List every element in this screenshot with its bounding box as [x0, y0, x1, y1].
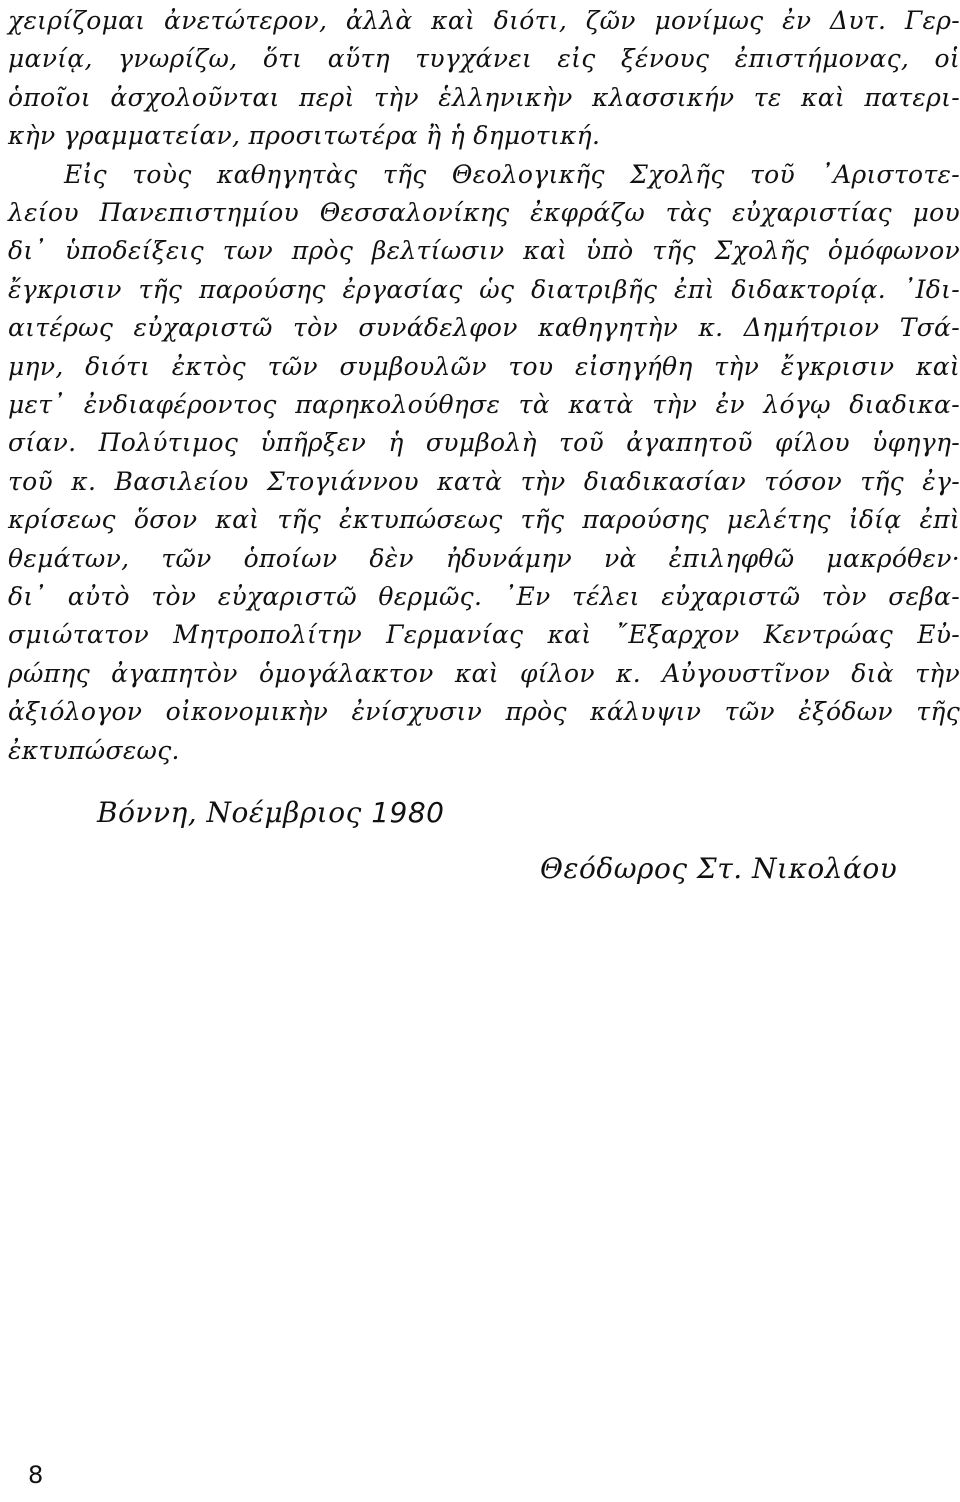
place-date: [97, 796, 444, 829]
page-number: 8: [28, 1461, 44, 1489]
text-line: σίαν. Πολύτιμος ὑπῆρξεν ἡ συμβολὴ τοῦ ἀγαπητοῦ φίλου ὑφηγη-: [8, 428, 960, 458]
text-line: ὁποῖοι ἀσχολοῦνται περὶ τὴν ἑλληνικὴν κλασσικήν τε καὶ πατερι-: [8, 82, 960, 112]
text-line: λείου Πανεπιστημίου Θεσσαλονίκης ἐκφράζω τὰς εὐχαριστίας μου: [8, 198, 960, 227]
text-line: μετ᾿ ἐνδιαφέροντος παρηκολούθησε τὰ κατὰ τὴν ἐν λόγῳ διαδικα-: [8, 390, 960, 419]
text-line: ἔγκρισιν τῆς παρούσης ἐργασίας ὡς διατριβῆς ἐπὶ διδακτορίᾳ. ᾿Ιδι-: [8, 274, 960, 304]
text-line: κρίσεως ὅσον καὶ τῆς ἐκτυπώσεως τῆς παρούσης μελέτης ἰδίᾳ ἐπὶ: [8, 505, 960, 535]
paragraph-first-line: Εἰς τοὺς καθηγητὰς τῆς Θεολογικῆς Σχολῆς τοῦ ᾿Αριστοτε-: [64, 159, 960, 189]
text-line: τοῦ κ. Βασιλείου Στογιάννου κατὰ τὴν διαδικασίαν τόσον τῆς ἐγ-: [8, 466, 960, 496]
text-line: μην, διότι ἐκτὸς τῶν συμβουλῶν του εἰσηγήθη τὴν ἔγκρισιν καὶ: [8, 351, 960, 381]
text-line: ρώπης ἀγαπητὸν ὁμογάλακτον καὶ φίλον κ. Αὐγουστῖνον διὰ τὴν: [8, 658, 960, 688]
text-line: σμιώτατον Μητροπολίτην Γερμανίας καὶ ῎Εξαρχον Κεντρώας Εὐ-: [8, 620, 960, 650]
text-line: θεμάτων, τῶν ὁποίων δὲν ἠδυνάμην νὰ ἐπιληφθῶ μακρόθεν·: [8, 543, 960, 573]
text-line: δι᾿ ὑποδείξεις των πρὸς βελτίωσιν καὶ ὑπὸ τῆς Σχολῆς ὁμόφωνον: [8, 236, 960, 266]
text-line: αιτέρως εὐχαριστῶ τὸν συνάδελφον καθηγητὴν κ. Δημήτριον Τσά-: [8, 313, 960, 343]
place-date-text: Βόννη, Νοέμβριος: [97, 795, 362, 829]
text-line: ἐκτυπώσεως.: [8, 735, 180, 765]
text-line: μανίᾳ, γνωρίζω, ὅτι αὕτη τυγχάνει εἰς ξένους ἐπιστήμονας, οἱ: [8, 44, 960, 74]
text-line: κὴν γραμματείαν, προσιτωτέρα ἢ ἡ δημοτική.: [8, 121, 601, 151]
text-line: δι᾿ αὐτὸ τὸν εὐχαριστῶ θερμῶς. ᾿Εν τέλει εὐχαριστῶ τὸν σεβα-: [8, 582, 960, 611]
year: 1980: [371, 795, 445, 829]
text-line: χειρίζομαι ἀνετώτερον, ἀλλὰ καὶ διότι, ζῶν μονίμως ἐν Δυτ. Γερ-: [8, 6, 960, 35]
author-signature: Θεόδωρος Στ. Νικολάου: [540, 851, 898, 885]
text-line: ἀξιόλογον οἰκονομικὴν ἐνίσχυσιν πρὸς κάλυψιν τῶν ἐξόδων τῆς: [8, 697, 960, 727]
